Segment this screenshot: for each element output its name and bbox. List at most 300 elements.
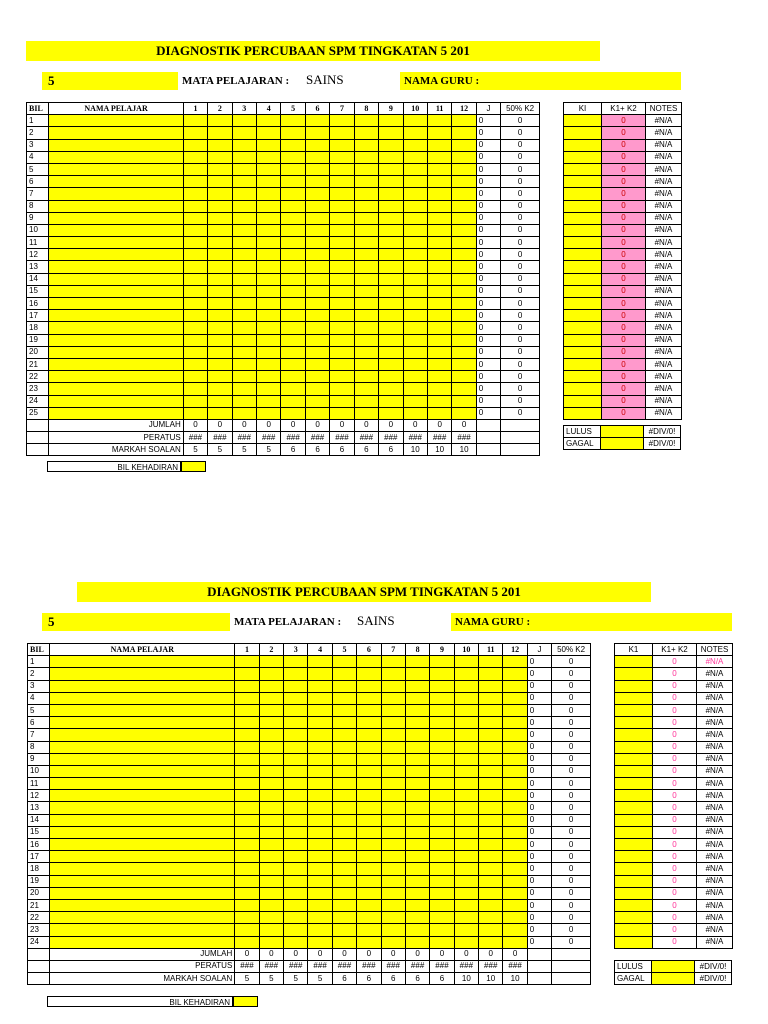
k1-cell[interactable] <box>615 912 653 924</box>
score-cell[interactable] <box>379 212 403 224</box>
score-cell[interactable] <box>379 285 403 297</box>
score-cell[interactable] <box>308 790 332 802</box>
score-cell[interactable] <box>452 322 476 334</box>
score-cell[interactable] <box>479 656 503 668</box>
score-cell[interactable] <box>403 176 427 188</box>
score-cell[interactable] <box>503 717 527 729</box>
score-cell[interactable] <box>232 139 256 151</box>
score-cell[interactable] <box>259 656 283 668</box>
score-cell[interactable] <box>503 863 527 875</box>
score-cell[interactable] <box>183 346 207 358</box>
score-cell[interactable] <box>452 261 476 273</box>
score-cell[interactable] <box>305 334 329 346</box>
student-name-cell[interactable] <box>50 839 235 851</box>
score-cell[interactable] <box>281 383 305 395</box>
score-cell[interactable] <box>305 237 329 249</box>
score-cell[interactable] <box>332 692 356 704</box>
score-cell[interactable] <box>305 273 329 285</box>
score-cell[interactable] <box>403 334 427 346</box>
score-cell[interactable] <box>354 298 378 310</box>
score-cell[interactable] <box>308 704 332 716</box>
score-cell[interactable] <box>232 383 256 395</box>
student-name-cell[interactable] <box>49 115 183 127</box>
score-cell[interactable] <box>257 188 281 200</box>
score-cell[interactable] <box>452 285 476 297</box>
score-cell[interactable] <box>405 839 429 851</box>
score-cell[interactable] <box>357 924 381 936</box>
score-cell[interactable] <box>381 656 405 668</box>
score-cell[interactable] <box>257 127 281 139</box>
score-cell[interactable] <box>354 407 378 419</box>
score-cell[interactable] <box>357 936 381 948</box>
score-cell[interactable] <box>208 127 232 139</box>
score-cell[interactable] <box>284 765 308 777</box>
score-cell[interactable] <box>381 692 405 704</box>
score-cell[interactable] <box>503 851 527 863</box>
score-cell[interactable] <box>430 912 454 924</box>
score-cell[interactable] <box>357 753 381 765</box>
score-cell[interactable] <box>308 875 332 887</box>
k1-cell[interactable] <box>615 692 653 704</box>
k1-cell[interactable] <box>615 717 653 729</box>
score-cell[interactable] <box>405 668 429 680</box>
score-cell[interactable] <box>332 680 356 692</box>
score-cell[interactable] <box>379 127 403 139</box>
score-cell[interactable] <box>357 863 381 875</box>
score-cell[interactable] <box>259 924 283 936</box>
score-cell[interactable] <box>354 151 378 163</box>
score-cell[interactable] <box>403 188 427 200</box>
score-cell[interactable] <box>330 188 354 200</box>
score-cell[interactable] <box>403 371 427 383</box>
score-cell[interactable] <box>454 814 478 826</box>
score-cell[interactable] <box>452 358 476 370</box>
score-cell[interactable] <box>405 704 429 716</box>
score-cell[interactable] <box>305 395 329 407</box>
student-name-cell[interactable] <box>49 261 183 273</box>
score-cell[interactable] <box>430 863 454 875</box>
score-cell[interactable] <box>330 176 354 188</box>
score-cell[interactable] <box>281 249 305 261</box>
score-cell[interactable] <box>381 851 405 863</box>
score-cell[interactable] <box>183 298 207 310</box>
score-cell[interactable] <box>403 310 427 322</box>
score-cell[interactable] <box>232 127 256 139</box>
score-cell[interactable] <box>357 887 381 899</box>
score-cell[interactable] <box>381 839 405 851</box>
kehadiran-value[interactable] <box>233 996 258 1007</box>
k1-cell[interactable] <box>564 285 602 297</box>
score-cell[interactable] <box>281 334 305 346</box>
score-cell[interactable] <box>503 839 527 851</box>
score-cell[interactable] <box>332 899 356 911</box>
score-cell[interactable] <box>284 729 308 741</box>
score-cell[interactable] <box>403 115 427 127</box>
student-name-cell[interactable] <box>50 765 235 777</box>
student-name-cell[interactable] <box>50 802 235 814</box>
score-cell[interactable] <box>259 753 283 765</box>
score-cell[interactable] <box>381 741 405 753</box>
score-cell[interactable] <box>427 383 451 395</box>
score-cell[interactable] <box>454 668 478 680</box>
score-cell[interactable] <box>452 371 476 383</box>
score-cell[interactable] <box>452 151 476 163</box>
score-cell[interactable] <box>330 273 354 285</box>
score-cell[interactable] <box>454 778 478 790</box>
score-cell[interactable] <box>503 899 527 911</box>
score-cell[interactable] <box>357 668 381 680</box>
score-cell[interactable] <box>381 717 405 729</box>
score-cell[interactable] <box>257 163 281 175</box>
score-cell[interactable] <box>479 790 503 802</box>
score-cell[interactable] <box>354 163 378 175</box>
score-cell[interactable] <box>427 200 451 212</box>
score-cell[interactable] <box>305 346 329 358</box>
score-cell[interactable] <box>403 151 427 163</box>
score-cell[interactable] <box>232 407 256 419</box>
score-cell[interactable] <box>405 656 429 668</box>
score-cell[interactable] <box>405 717 429 729</box>
score-cell[interactable] <box>208 358 232 370</box>
score-cell[interactable] <box>454 887 478 899</box>
score-cell[interactable] <box>259 741 283 753</box>
score-cell[interactable] <box>403 273 427 285</box>
score-cell[interactable] <box>235 863 259 875</box>
score-cell[interactable] <box>183 310 207 322</box>
score-cell[interactable] <box>232 237 256 249</box>
score-cell[interactable] <box>281 395 305 407</box>
score-cell[interactable] <box>454 912 478 924</box>
score-cell[interactable] <box>454 741 478 753</box>
score-cell[interactable] <box>281 188 305 200</box>
student-name-cell[interactable] <box>49 407 183 419</box>
score-cell[interactable] <box>454 717 478 729</box>
score-cell[interactable] <box>330 383 354 395</box>
score-cell[interactable] <box>332 887 356 899</box>
score-cell[interactable] <box>232 115 256 127</box>
score-cell[interactable] <box>284 717 308 729</box>
score-cell[interactable] <box>357 899 381 911</box>
score-cell[interactable] <box>379 407 403 419</box>
score-cell[interactable] <box>235 851 259 863</box>
score-cell[interactable] <box>257 224 281 236</box>
score-cell[interactable] <box>405 753 429 765</box>
score-cell[interactable] <box>208 273 232 285</box>
student-name-cell[interactable] <box>50 778 235 790</box>
score-cell[interactable] <box>235 668 259 680</box>
k1-cell[interactable] <box>615 765 653 777</box>
score-cell[interactable] <box>183 237 207 249</box>
score-cell[interactable] <box>381 875 405 887</box>
score-cell[interactable] <box>330 249 354 261</box>
score-cell[interactable] <box>427 334 451 346</box>
student-name-cell[interactable] <box>50 741 235 753</box>
score-cell[interactable] <box>183 322 207 334</box>
score-cell[interactable] <box>235 765 259 777</box>
score-cell[interactable] <box>183 200 207 212</box>
score-cell[interactable] <box>379 383 403 395</box>
score-cell[interactable] <box>208 176 232 188</box>
score-cell[interactable] <box>379 139 403 151</box>
score-cell[interactable] <box>305 285 329 297</box>
score-cell[interactable] <box>257 285 281 297</box>
score-cell[interactable] <box>330 139 354 151</box>
k1-cell[interactable] <box>615 887 653 899</box>
score-cell[interactable] <box>354 346 378 358</box>
score-cell[interactable] <box>405 790 429 802</box>
score-cell[interactable] <box>259 863 283 875</box>
score-cell[interactable] <box>405 741 429 753</box>
score-cell[interactable] <box>427 139 451 151</box>
score-cell[interactable] <box>354 176 378 188</box>
score-cell[interactable] <box>430 692 454 704</box>
score-cell[interactable] <box>379 200 403 212</box>
score-cell[interactable] <box>305 249 329 261</box>
score-cell[interactable] <box>503 912 527 924</box>
score-cell[interactable] <box>503 887 527 899</box>
score-cell[interactable] <box>354 285 378 297</box>
k1-cell[interactable] <box>564 237 602 249</box>
score-cell[interactable] <box>330 407 354 419</box>
score-cell[interactable] <box>183 334 207 346</box>
score-cell[interactable] <box>284 875 308 887</box>
score-cell[interactable] <box>454 826 478 838</box>
score-cell[interactable] <box>479 924 503 936</box>
score-cell[interactable] <box>330 261 354 273</box>
score-cell[interactable] <box>427 151 451 163</box>
student-name-cell[interactable] <box>50 924 235 936</box>
score-cell[interactable] <box>427 298 451 310</box>
score-cell[interactable] <box>381 704 405 716</box>
score-cell[interactable] <box>479 936 503 948</box>
score-cell[interactable] <box>281 371 305 383</box>
student-name-cell[interactable] <box>49 176 183 188</box>
score-cell[interactable] <box>479 912 503 924</box>
score-cell[interactable] <box>430 729 454 741</box>
score-cell[interactable] <box>284 936 308 948</box>
score-cell[interactable] <box>430 802 454 814</box>
score-cell[interactable] <box>403 383 427 395</box>
score-cell[interactable] <box>330 151 354 163</box>
score-cell[interactable] <box>381 790 405 802</box>
score-cell[interactable] <box>332 802 356 814</box>
score-cell[interactable] <box>379 371 403 383</box>
student-name-cell[interactable] <box>49 346 183 358</box>
score-cell[interactable] <box>503 656 527 668</box>
k1-cell[interactable] <box>564 395 602 407</box>
score-cell[interactable] <box>308 765 332 777</box>
score-cell[interactable] <box>403 346 427 358</box>
score-cell[interactable] <box>427 346 451 358</box>
score-cell[interactable] <box>357 790 381 802</box>
score-cell[interactable] <box>454 936 478 948</box>
score-cell[interactable] <box>427 127 451 139</box>
score-cell[interactable] <box>330 224 354 236</box>
score-cell[interactable] <box>452 273 476 285</box>
score-cell[interactable] <box>257 176 281 188</box>
score-cell[interactable] <box>308 912 332 924</box>
score-cell[interactable] <box>332 778 356 790</box>
score-cell[interactable] <box>427 285 451 297</box>
score-cell[interactable] <box>427 188 451 200</box>
score-cell[interactable] <box>430 680 454 692</box>
score-cell[interactable] <box>452 407 476 419</box>
score-cell[interactable] <box>405 680 429 692</box>
score-cell[interactable] <box>503 814 527 826</box>
score-cell[interactable] <box>259 887 283 899</box>
score-cell[interactable] <box>503 741 527 753</box>
score-cell[interactable] <box>479 887 503 899</box>
score-cell[interactable] <box>452 395 476 407</box>
score-cell[interactable] <box>405 851 429 863</box>
score-cell[interactable] <box>357 656 381 668</box>
score-cell[interactable] <box>305 298 329 310</box>
score-cell[interactable] <box>454 863 478 875</box>
score-cell[interactable] <box>430 765 454 777</box>
score-cell[interactable] <box>403 139 427 151</box>
score-cell[interactable] <box>454 851 478 863</box>
score-cell[interactable] <box>208 151 232 163</box>
score-cell[interactable] <box>403 224 427 236</box>
score-cell[interactable] <box>284 656 308 668</box>
score-cell[interactable] <box>183 371 207 383</box>
student-name-cell[interactable] <box>49 212 183 224</box>
score-cell[interactable] <box>354 249 378 261</box>
score-cell[interactable] <box>479 899 503 911</box>
score-cell[interactable] <box>183 285 207 297</box>
student-name-cell[interactable] <box>49 310 183 322</box>
student-name-cell[interactable] <box>50 851 235 863</box>
student-name-cell[interactable] <box>50 875 235 887</box>
score-cell[interactable] <box>308 729 332 741</box>
score-cell[interactable] <box>379 237 403 249</box>
score-cell[interactable] <box>284 814 308 826</box>
score-cell[interactable] <box>405 875 429 887</box>
score-cell[interactable] <box>454 924 478 936</box>
score-cell[interactable] <box>503 778 527 790</box>
score-cell[interactable] <box>330 115 354 127</box>
score-cell[interactable] <box>452 139 476 151</box>
score-cell[interactable] <box>479 680 503 692</box>
score-cell[interactable] <box>235 741 259 753</box>
k1-cell[interactable] <box>615 778 653 790</box>
score-cell[interactable] <box>357 741 381 753</box>
score-cell[interactable] <box>357 765 381 777</box>
score-cell[interactable] <box>405 814 429 826</box>
score-cell[interactable] <box>330 298 354 310</box>
student-name-cell[interactable] <box>49 358 183 370</box>
score-cell[interactable] <box>305 310 329 322</box>
score-cell[interactable] <box>235 778 259 790</box>
k1-cell[interactable] <box>615 839 653 851</box>
score-cell[interactable] <box>479 863 503 875</box>
score-cell[interactable] <box>208 237 232 249</box>
score-cell[interactable] <box>330 371 354 383</box>
score-cell[interactable] <box>208 298 232 310</box>
score-cell[interactable] <box>379 298 403 310</box>
score-cell[interactable] <box>232 310 256 322</box>
score-cell[interactable] <box>257 151 281 163</box>
score-cell[interactable] <box>379 346 403 358</box>
score-cell[interactable] <box>452 127 476 139</box>
score-cell[interactable] <box>183 407 207 419</box>
score-cell[interactable] <box>354 224 378 236</box>
score-cell[interactable] <box>357 704 381 716</box>
score-cell[interactable] <box>308 802 332 814</box>
score-cell[interactable] <box>332 753 356 765</box>
score-cell[interactable] <box>235 729 259 741</box>
k1-cell[interactable] <box>615 899 653 911</box>
score-cell[interactable] <box>405 826 429 838</box>
k1-cell[interactable] <box>564 261 602 273</box>
score-cell[interactable] <box>479 717 503 729</box>
score-cell[interactable] <box>405 765 429 777</box>
score-cell[interactable] <box>232 285 256 297</box>
score-cell[interactable] <box>381 924 405 936</box>
score-cell[interactable] <box>305 358 329 370</box>
score-cell[interactable] <box>454 729 478 741</box>
student-name-cell[interactable] <box>50 790 235 802</box>
score-cell[interactable] <box>332 924 356 936</box>
score-cell[interactable] <box>332 839 356 851</box>
score-cell[interactable] <box>403 261 427 273</box>
k1-cell[interactable] <box>615 802 653 814</box>
k1-cell[interactable] <box>615 656 653 668</box>
score-cell[interactable] <box>354 310 378 322</box>
score-cell[interactable] <box>357 814 381 826</box>
score-cell[interactable] <box>208 212 232 224</box>
score-cell[interactable] <box>357 839 381 851</box>
score-cell[interactable] <box>281 273 305 285</box>
score-cell[interactable] <box>281 127 305 139</box>
score-cell[interactable] <box>332 814 356 826</box>
score-cell[interactable] <box>503 668 527 680</box>
score-cell[interactable] <box>357 912 381 924</box>
score-cell[interactable] <box>305 383 329 395</box>
score-cell[interactable] <box>308 680 332 692</box>
score-cell[interactable] <box>427 163 451 175</box>
score-cell[interactable] <box>427 176 451 188</box>
score-cell[interactable] <box>257 273 281 285</box>
score-cell[interactable] <box>235 692 259 704</box>
score-cell[interactable] <box>379 261 403 273</box>
score-cell[interactable] <box>479 826 503 838</box>
score-cell[interactable] <box>259 680 283 692</box>
score-cell[interactable] <box>305 188 329 200</box>
score-cell[interactable] <box>381 814 405 826</box>
score-cell[interactable] <box>427 407 451 419</box>
score-cell[interactable] <box>430 717 454 729</box>
score-cell[interactable] <box>405 936 429 948</box>
score-cell[interactable] <box>232 151 256 163</box>
score-cell[interactable] <box>354 237 378 249</box>
score-cell[interactable] <box>427 212 451 224</box>
score-cell[interactable] <box>259 729 283 741</box>
score-cell[interactable] <box>354 395 378 407</box>
score-cell[interactable] <box>427 224 451 236</box>
k1-cell[interactable] <box>615 680 653 692</box>
score-cell[interactable] <box>381 899 405 911</box>
k1-cell[interactable] <box>564 139 602 151</box>
score-cell[interactable] <box>503 704 527 716</box>
score-cell[interactable] <box>405 778 429 790</box>
score-cell[interactable] <box>281 285 305 297</box>
score-cell[interactable] <box>503 680 527 692</box>
student-name-cell[interactable] <box>49 151 183 163</box>
score-cell[interactable] <box>284 887 308 899</box>
score-cell[interactable] <box>308 839 332 851</box>
score-cell[interactable] <box>479 741 503 753</box>
